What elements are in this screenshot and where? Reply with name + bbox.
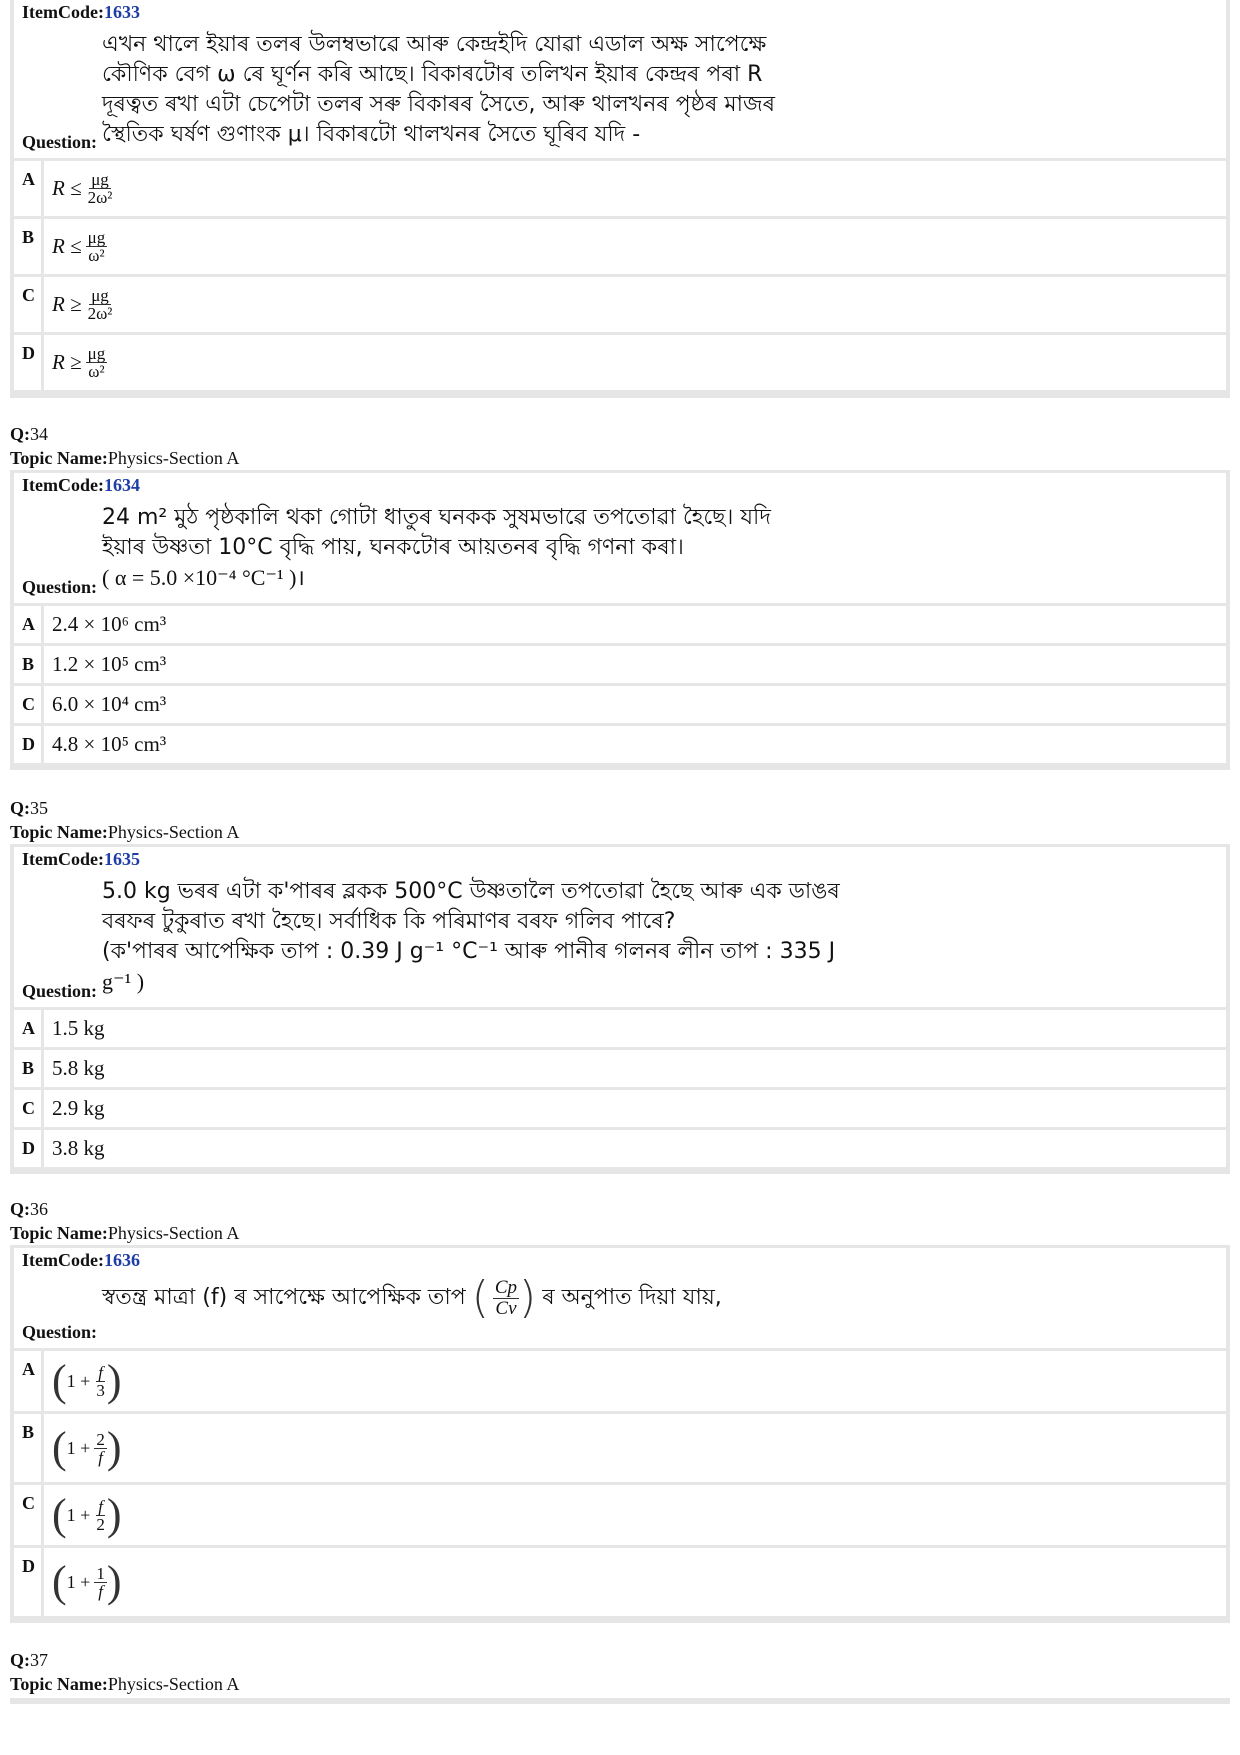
question-block-1633	[10, 0, 1230, 398]
question-text: স্বতন্ত্ৰ মাত্ৰা (f) ৰ সাপেক্ষে আপেক্ষিক তাপ ( $\frac{Cp}{Cv}$ ) ৰ অনুপাত দিয়া যায়,	[102, 1272, 722, 1323]
question-label: Question:	[22, 132, 98, 152]
question-box	[14, 1248, 1226, 1348]
option-c[interactable]: C R ≥ $\frac{\mu g}{\text{2ω²}}$	[14, 277, 1226, 332]
question-block-1634	[10, 470, 1230, 770]
question-block-1635	[10, 844, 1230, 1174]
option-d[interactable]: D 4.8 × 10⁵ cm³	[14, 726, 1226, 763]
option-a[interactable]: A 1.5 kg	[14, 1010, 1226, 1047]
question-label: Question:	[22, 577, 98, 597]
question-block-1636	[10, 1245, 1230, 1623]
option-d[interactable]: D R ≥ $\frac{\mu g}{\text{ω²}}$	[14, 335, 1226, 390]
option-a[interactable]: A R ≤ $\frac{\mu g}{\text{2ω²}}$	[14, 161, 1226, 216]
item-code: ItemCode:1633	[22, 2, 140, 22]
question-number: Q:34	[10, 424, 48, 444]
topic-name: Topic Name:Physics-Section A	[10, 1223, 240, 1243]
option-b[interactable]: B R ≤ $\frac{\mu g}{\text{ω²}}$	[14, 219, 1226, 274]
option-b[interactable]: B ( 1 + $\frac{2}{f}$ )	[14, 1414, 1226, 1482]
item-code: ItemCode:1636	[22, 1250, 140, 1270]
question-text: 24 m² মুঠ পৃষ্ঠকালি থকা গোটা ধাতুৰ ঘনকক সুষমভাৱে তপতোৱা হৈছে। যদি ইয়াৰ উষ্ণতা 10°C বৃদ্ধি পায়, ঘনকটোৰ আয়তনৰ বৃদ্ধি গণনা কৰা। ( α = 5.0 ×10⁻⁴ °C⁻¹ )।	[102, 505, 771, 590]
question-box	[14, 473, 1226, 603]
question-label: Question:	[22, 981, 98, 1001]
option-d[interactable]: D 3.8 kg	[14, 1130, 1226, 1167]
question-box	[14, 0, 1226, 158]
item-code: ItemCode:1634	[22, 475, 140, 495]
question-block-next	[10, 1698, 1230, 1704]
option-a[interactable]: A 2.4 × 10⁶ cm³	[14, 606, 1226, 643]
topic-name: Topic Name:Physics-Section A	[10, 822, 240, 842]
question-number: Q:36	[10, 1199, 48, 1219]
question-box	[14, 847, 1226, 1007]
topic-name: Topic Name:Physics-Section A	[10, 448, 240, 468]
question-number: Q:35	[10, 798, 48, 818]
option-b[interactable]: B 5.8 kg	[14, 1050, 1226, 1087]
question-number: Q:37	[10, 1650, 48, 1670]
option-a[interactable]: A ( 1 + $\frac{f}{3}$ )	[14, 1351, 1226, 1411]
item-code: ItemCode:1635	[22, 849, 140, 869]
question-label: Question:	[22, 1322, 98, 1342]
option-d[interactable]: D ( 1 + $\frac{1}{f}$ )	[14, 1548, 1226, 1616]
option-c[interactable]: C ( 1 + $\frac{f}{2}$ )	[14, 1485, 1226, 1545]
question-text: 5.0 kg ভৰৰ এটা ক'পাৰৰ ব্লকক 500°C উষ্ণতালৈ তপতোৱা হৈছে আৰু এক ডাঙৰ বৰফৰ টুকুৰাত ৰখা হৈছে। সৰ্বাধিক কি পৰিমাণৰ বৰফ গলিব পাৰে? (ক'পাৰৰ আপেক্ষিক তাপ : 0.39 J g⁻¹ °C⁻¹ আৰু পানীৰ গলনৰ লীন তাপ : 335 J g⁻¹ )	[102, 879, 840, 994]
question-text: এখন থালে ইয়াৰ তলৰ উলম্বভাৱে আৰু কেন্দ্ৰইদি যোৱা এডাল অক্ষ সাপেক্ষে কৌণিক বেগ ω ৰে ঘূৰ্ণন কৰি আছে। বিকাৰটোৰ তলিখন ইয়াৰ কেন্দ্ৰৰ পৰা R দূৰত্বত ৰখা এটা চেপেটা তলৰ সৰু বিকাৰৰ সৈতে, আৰু থালখনৰ পৃষ্ঠৰ মাজৰ স্থৈতিক ঘৰ্ষণ গুণাংক μ। বিকাৰটো থালখনৰ সৈতে ঘূৰিব যদি -	[102, 32, 776, 147]
topic-name: Topic Name:Physics-Section A	[10, 1674, 240, 1694]
option-b[interactable]: B 1.2 × 10⁵ cm³	[14, 646, 1226, 683]
option-c[interactable]: C 6.0 × 10⁴ cm³	[14, 686, 1226, 723]
option-c[interactable]: C 2.9 kg	[14, 1090, 1226, 1127]
